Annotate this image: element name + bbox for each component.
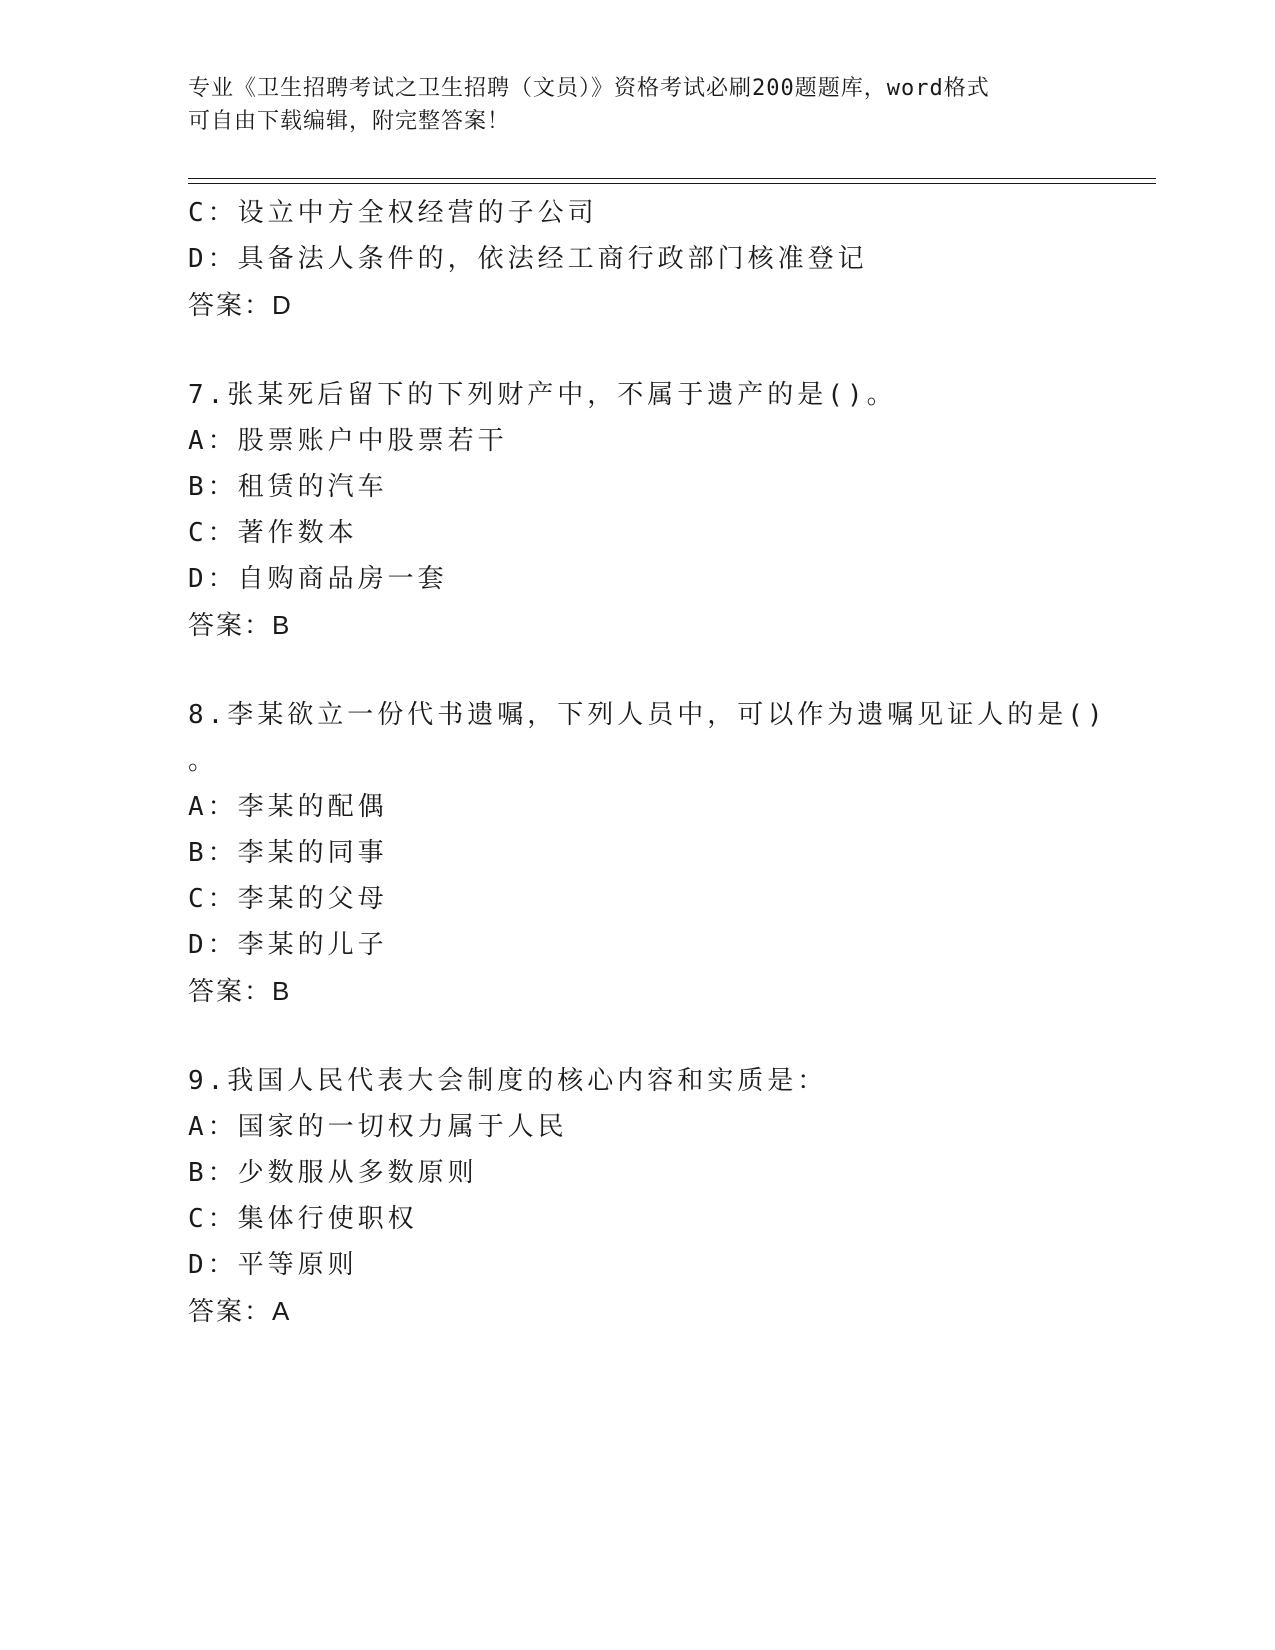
option-d: D：自购商品房一套 (188, 564, 448, 594)
option-c: C：李某的父母 (188, 884, 388, 914)
question-stem: 7.张某死后留下的下列财产中，不属于遗产的是()。 (188, 380, 897, 410)
question-9 (188, 1058, 1088, 1334)
option-a: A：国家的一切权力属于人民 (188, 1112, 568, 1142)
answer-line: 答案：A (188, 1296, 292, 1326)
option-c: C：集体行使职权 (188, 1204, 418, 1234)
question-7 (188, 372, 1088, 648)
question-stem: 9.我国人民代表大会制度的核心内容和实质是： (188, 1066, 828, 1096)
answer-line: 答案：D (188, 290, 293, 320)
question-stem: 8.李某欲立一份代书遗嘱，下列人员中，可以作为遗嘱见证人的是() (188, 700, 1107, 730)
option-a: A：股票账户中股票若干 (188, 426, 508, 456)
option-b: B：李某的同事 (188, 838, 388, 868)
option-b: B：租赁的汽车 (188, 472, 388, 502)
answer-line: 答案：B (188, 610, 292, 640)
option-d: D：李某的儿子 (188, 930, 388, 960)
header-line-1: 专业《卫生招聘考试之卫生招聘（文员）》资格考试必刷200题题库，word格式 (188, 76, 990, 101)
header-line-2: 可自由下载编辑，附完整答案！ (188, 109, 511, 134)
option-b: B：少数服从多数原则 (188, 1158, 478, 1188)
spacer (188, 1014, 1088, 1058)
question-list (188, 190, 1107, 1334)
option-d: D：平等原则 (188, 1250, 358, 1280)
option-c: C：著作数本 (188, 518, 358, 548)
option-c: C：设立中方全权经营的子公司 (188, 198, 598, 228)
option-a: A：李某的配偶 (188, 792, 388, 822)
document-header (188, 72, 1088, 138)
header-divider-bottom (188, 183, 1156, 184)
spacer (188, 648, 1088, 692)
answer-line: 答案：B (188, 976, 292, 1006)
question-stem-continuation: 。 (188, 746, 215, 776)
header-divider-top (188, 178, 1156, 179)
question-8 (188, 692, 1107, 1014)
option-d: D：具备法人条件的，依法经工商行政部门核准登记 (188, 244, 868, 274)
spacer (188, 328, 1088, 372)
prev-question-block (188, 190, 1088, 328)
